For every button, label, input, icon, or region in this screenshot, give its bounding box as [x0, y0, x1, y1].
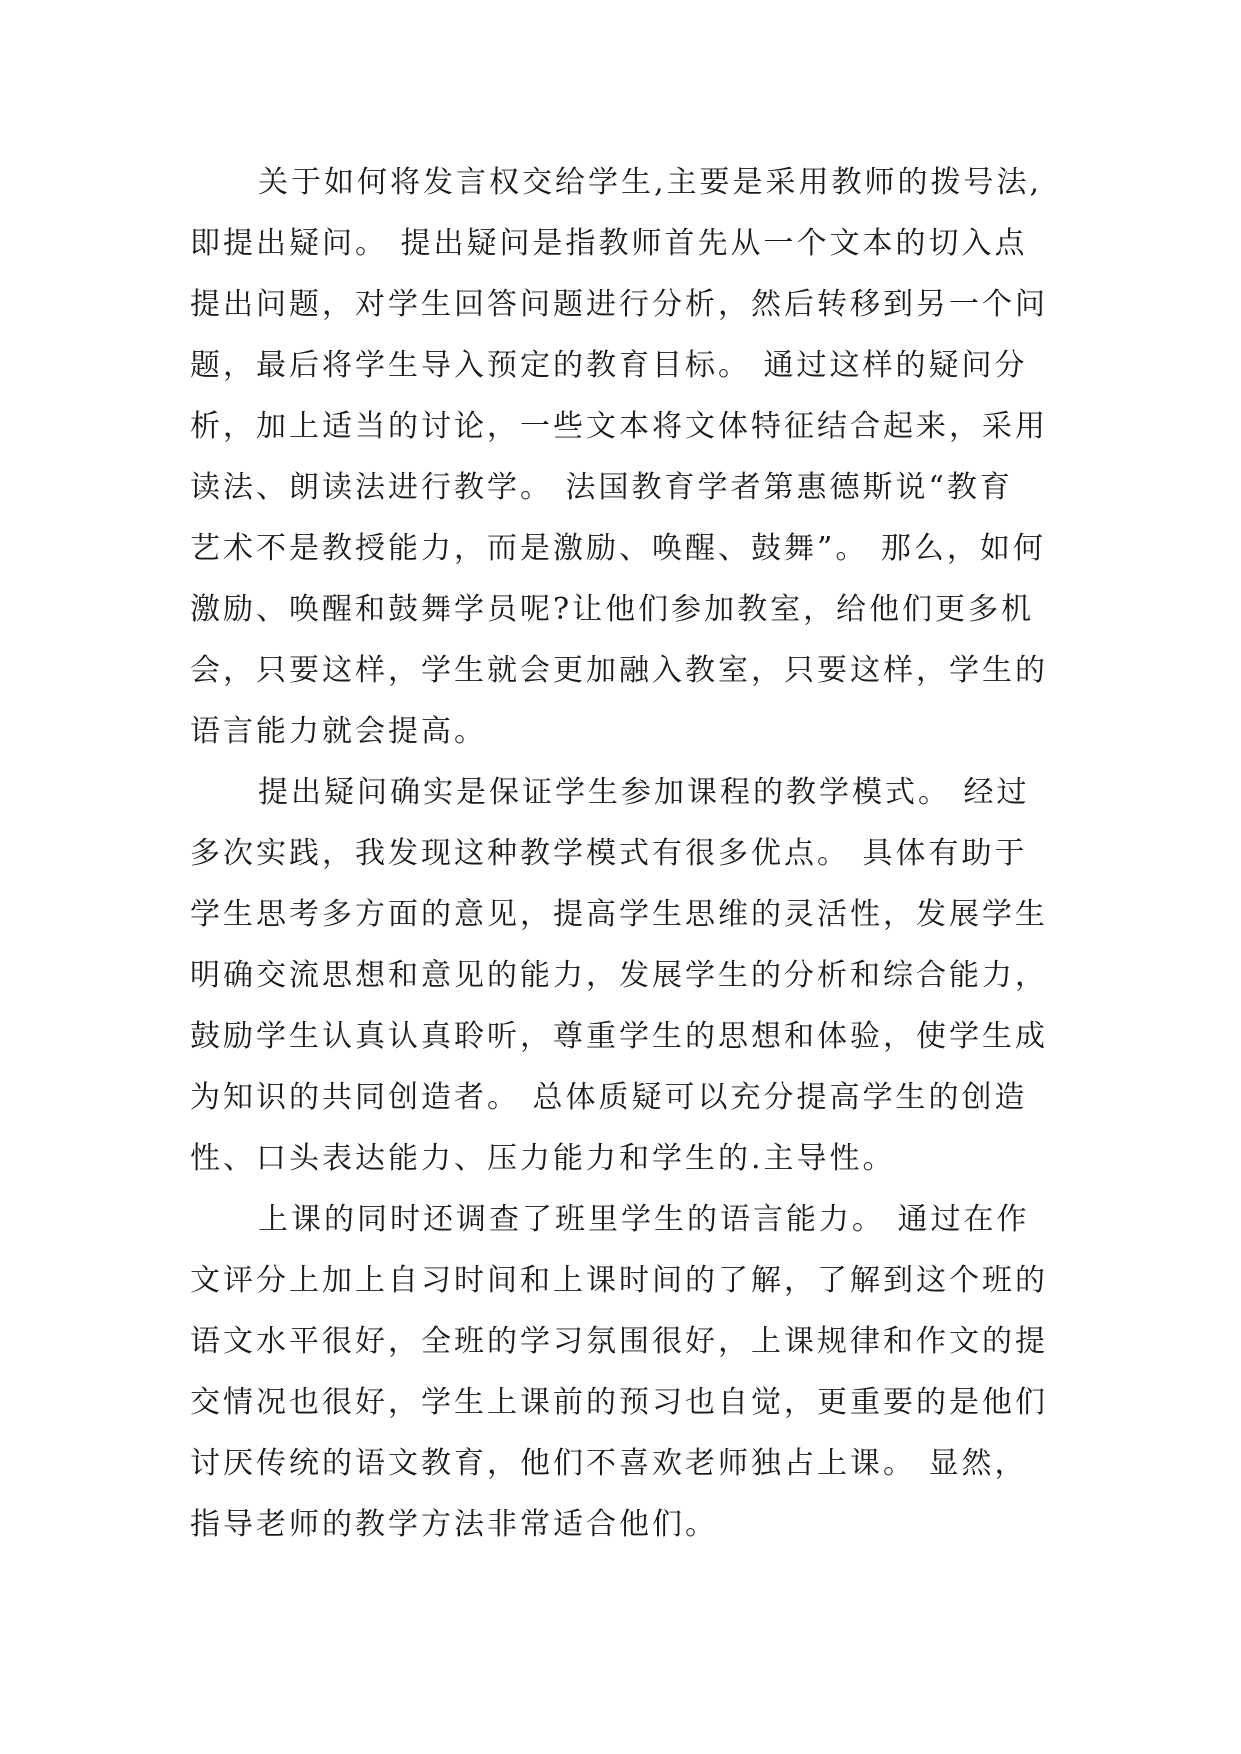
text-line: 多次实践，我发现这种教学模式有很多优点。 具体有助于 [190, 836, 1028, 871]
text-line: 激励、唤醒和鼓舞学员呢?让他们参加教室，给他们更多机 [190, 592, 1035, 627]
text-line: 学生思考多方面的意见，提高学生思维的灵活性，发展学生 [190, 897, 1048, 932]
text-line: 题，最后将学生导入预定的教育目标。 通过这样的疑问分 [190, 348, 1028, 383]
text-line: 艺术不是教授能力，而是激励、唤醒、鼓舞”。 那么，如何 [190, 531, 1046, 566]
text-line: 即提出疑问。 提出疑问是指教师首先从一个文本的切入点 [190, 226, 1028, 261]
paragraph-1 [190, 152, 1090, 762]
text-line: 析，加上适当的讨论，一些文本将文体特征结合起来，采用 [190, 409, 1048, 444]
body-text [190, 152, 1090, 1555]
text-line: 语言能力就会提高。 [190, 714, 487, 749]
text-line: 性、口头表达能力、压力能力和学生的.主导性。 [190, 1141, 896, 1176]
paragraph-3 [190, 1189, 1090, 1555]
text-line: 明确交流思想和意见的能力，发展学生的分析和综合能力， [190, 958, 1048, 993]
text-line: 鼓励学生认真认真聆听，尊重学生的思想和体验，使学生成 [190, 1019, 1048, 1054]
text-line: 提出疑问确实是保证学生参加课程的教学模式。 经过 [258, 775, 1030, 810]
text-line: 读法、朗读法进行教学。 法国教育学者第惠德斯说“教育 [190, 470, 1013, 505]
paragraph-2 [190, 762, 1090, 1189]
text-line: 提出问题，对学生回答问题进行分析，然后转移到另一个问 [190, 287, 1048, 322]
text-line: 交情况也很好，学生上课前的预习也自觉，更重要的是他们 [190, 1385, 1048, 1420]
text-line: 指导老师的教学方法非常适合他们。 [190, 1507, 718, 1542]
text-line: 关于如何将发言权交给学生,主要是采用教师的拨号法, [258, 165, 1043, 200]
text-line: 为知识的共同创造者。 总体质疑可以充分提高学生的创造 [190, 1080, 1028, 1115]
text-line: 上课的同时还调查了班里学生的语言能力。 通过在作 [258, 1202, 1030, 1237]
text-line: 讨厌传统的语文教育，他们不喜欢老师独占上课。 显然， [190, 1446, 1028, 1481]
text-line: 语文水平很好，全班的学习氛围很好，上课规律和作文的提 [190, 1324, 1048, 1359]
text-line: 会，只要这样，学生就会更加融入教室，只要这样，学生的 [190, 653, 1048, 688]
text-line: 文评分上加上自习时间和上课时间的了解，了解到这个班的 [190, 1263, 1048, 1298]
